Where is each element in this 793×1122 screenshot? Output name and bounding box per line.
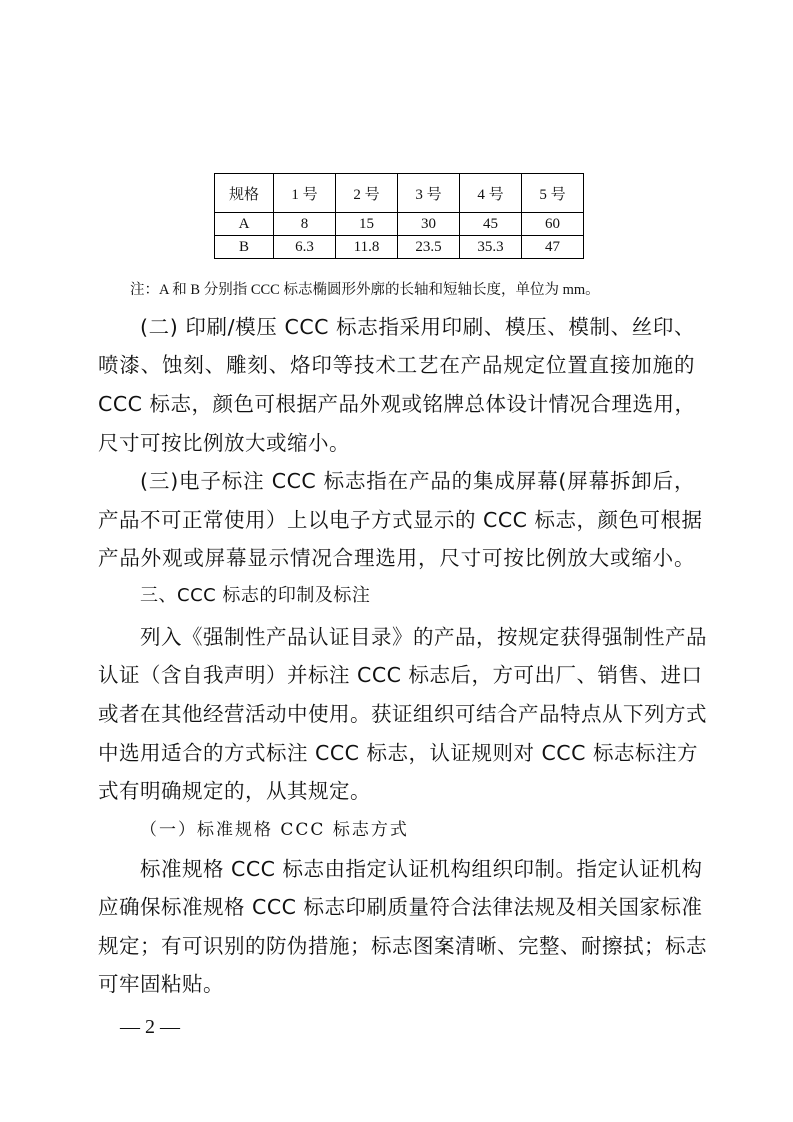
paragraph-line: (二) 印刷/模压 CCC 标志指采用印刷、模压、模制、丝印、 bbox=[140, 315, 695, 339]
table-header-cell: 3 号 bbox=[398, 174, 460, 213]
table-cell: A bbox=[215, 213, 274, 236]
table-header-cell: 4 号 bbox=[460, 174, 522, 213]
table-cell: 60 bbox=[522, 213, 584, 236]
table-header-cell: 5 号 bbox=[522, 174, 584, 213]
paragraph-line: 规定；有可识别的防伪措施；标志图案清晰、完整、耐擦拭；标志 bbox=[98, 934, 707, 958]
table-header-cell: 规格 bbox=[215, 174, 274, 213]
section-heading: 三、CCC 标志的印制及标注 bbox=[140, 585, 371, 606]
size-spec-table bbox=[214, 173, 584, 259]
paragraph-line: 标准规格 CCC 标志由指定认证机构组织印制。指定认证机构 bbox=[140, 857, 703, 881]
table-note: 注：A 和 B 分别指 CCC 标志椭圆形外廓的长轴和短轴长度，单位为 mm。 bbox=[130, 282, 600, 298]
table-cell: 45 bbox=[460, 213, 522, 236]
table-cell: 15 bbox=[336, 213, 398, 236]
table-cell: 8 bbox=[274, 213, 336, 236]
table-cell: 47 bbox=[522, 236, 584, 259]
table-header-row bbox=[215, 174, 584, 213]
table-cell: 30 bbox=[398, 213, 460, 236]
table-cell: 11.8 bbox=[336, 236, 398, 259]
table-row bbox=[215, 213, 584, 236]
table-cell: 23.5 bbox=[398, 236, 460, 259]
paragraph-line: 喷漆、蚀刻、雕刻、烙印等技术工艺在产品规定位置直接加施的 bbox=[98, 353, 695, 377]
paragraph-line: 列入《强制性产品认证目录》的产品，按规定获得强制性产品 bbox=[140, 625, 707, 649]
paragraph-line: (三)电子标注 CCC 标志指在产品的集成屏幕(屏幕拆卸后， bbox=[140, 469, 695, 493]
paragraph-line: 或者在其他经营活动中使用。获证组织可结合产品特点从下列方式 bbox=[98, 702, 707, 726]
table-row bbox=[215, 236, 584, 259]
table-header-cell: 2 号 bbox=[336, 174, 398, 213]
paragraph-line: 中选用适合的方式标注 CCC 标志，认证规则对 CCC 标志标注方 bbox=[98, 741, 698, 765]
table-cell: 35.3 bbox=[460, 236, 522, 259]
paragraph-line: 认证（含自我声明）并标注 CCC 标志后，方可出厂、销售、进口 bbox=[98, 663, 703, 687]
subsection-heading: （一）标准规格 CCC 标志方式 bbox=[140, 820, 409, 840]
table-cell: 6.3 bbox=[274, 236, 336, 259]
paragraph-line: 产品外观或屏幕显示情况合理选用，尺寸可按比例放大或缩小。 bbox=[98, 546, 695, 570]
paragraph-line: 尺寸可按比例放大或缩小。 bbox=[98, 431, 350, 455]
page-number: — 2 — bbox=[120, 1016, 180, 1038]
paragraph-line: 应确保标准规格 CCC 标志印刷质量符合法律法规及相关国家标准 bbox=[98, 895, 703, 919]
table-header-cell: 1 号 bbox=[274, 174, 336, 213]
paragraph-line: CCC 标志，颜色可根据产品外观或铭牌总体设计情况合理选用， bbox=[98, 392, 696, 416]
paragraph-line: 可牢固粘贴。 bbox=[98, 972, 224, 996]
table-cell: B bbox=[215, 236, 274, 259]
paragraph-line: 产品不可正常使用）上以电子方式显示的 CCC 标志，颜色可根据 bbox=[98, 508, 703, 532]
paragraph-line: 式有明确规定的，从其规定。 bbox=[98, 779, 371, 803]
